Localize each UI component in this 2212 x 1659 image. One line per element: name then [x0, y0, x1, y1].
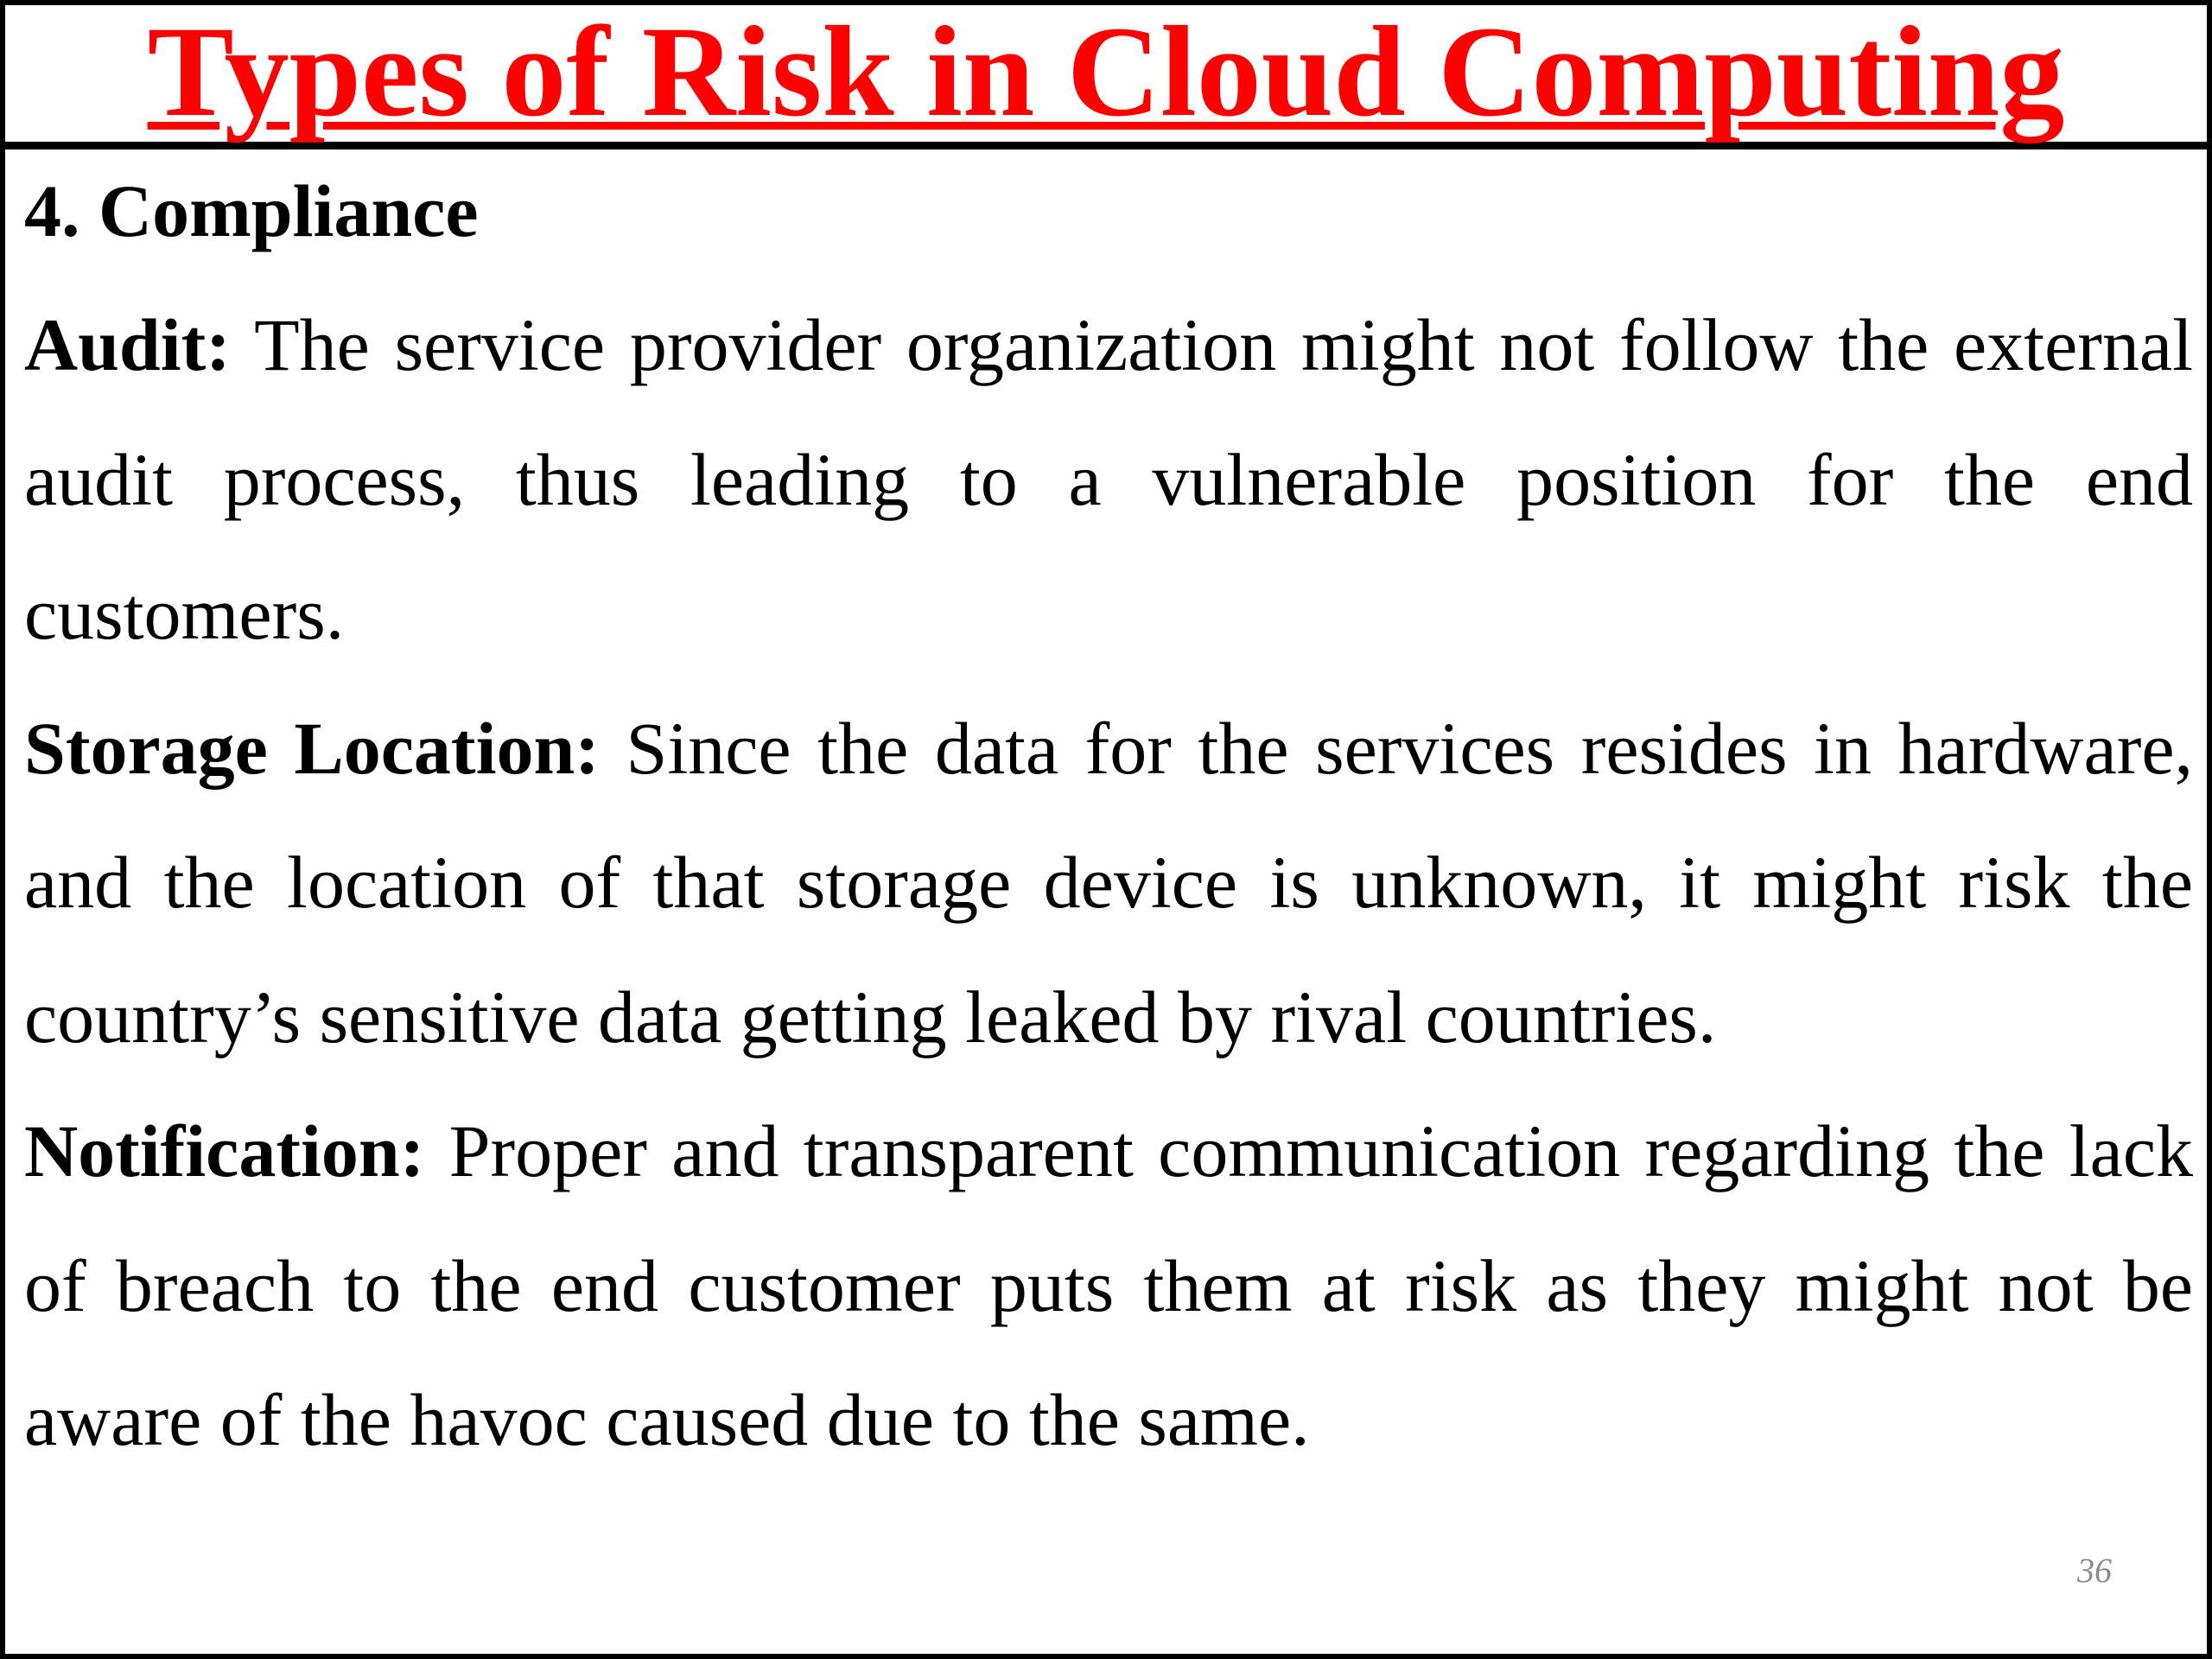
paragraph-notification — [24, 1084, 2193, 1488]
term-audit: Audit: — [24, 303, 231, 386]
term-storage-location: Storage Location: — [24, 706, 600, 790]
paragraph-storage-location-text: Since the data for the services resides in hardware, and the location of that storage device is unknown, it might risk the country’s sensitive data getting leaked by rival countries. — [24, 706, 2193, 1058]
slide-content — [24, 164, 2193, 1509]
title-bar — [5, 0, 2207, 149]
section-heading: 4. Compliance — [24, 169, 479, 252]
slide-title: Types of Risk in Cloud Computing — [147, 0, 2065, 143]
paragraph-storage-location — [24, 682, 2193, 1085]
term-notification: Notification: — [24, 1109, 425, 1192]
paragraph-audit — [24, 278, 2193, 682]
paragraph-audit-text: The service provider organization might not follow the external audit process, thus leading to a vulnerable position for the end customers. — [24, 303, 2193, 655]
paragraph-notification-text: Proper and transparent communication regarding the lack of breach to the end customer puts them at risk as they might not be aware of the havoc caused due to the same. — [24, 1109, 2193, 1461]
page-number: 36 — [2077, 1551, 2112, 1590]
